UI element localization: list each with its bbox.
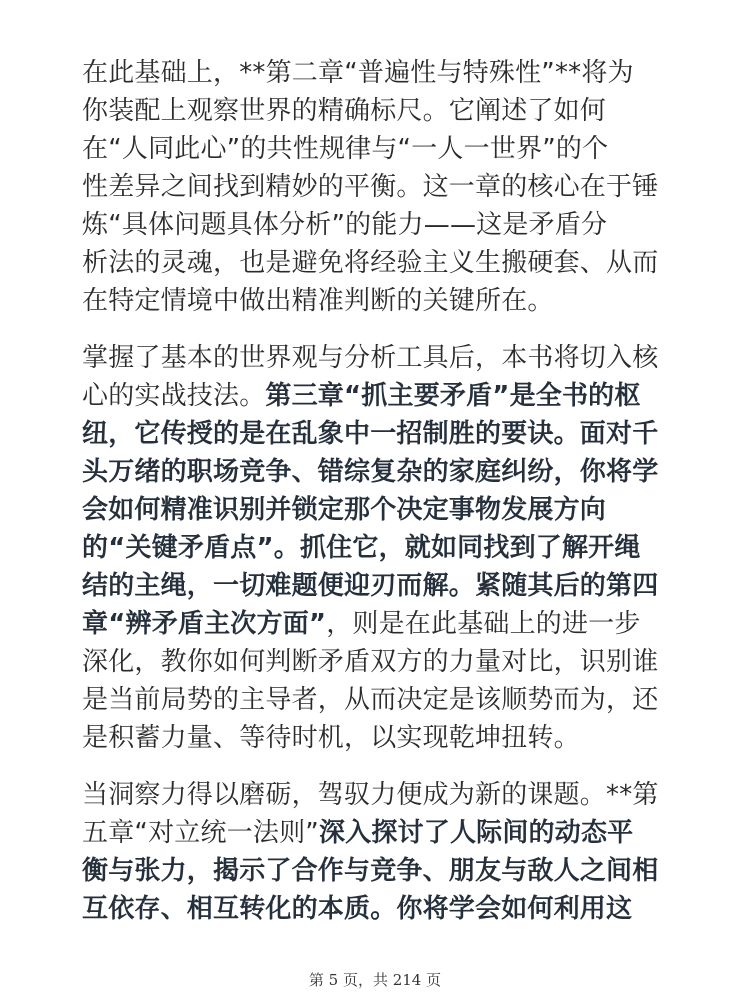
text-line — [82, 681, 682, 719]
text-line — [82, 415, 682, 453]
bold-text: 结的主绳，一切难题便迎刃而解。紧随其后的第四 — [82, 571, 659, 601]
page-body — [82, 54, 682, 947]
bold-text: 的“关键矛盾点”。抓住它，就如同找到了解开绳 — [82, 533, 641, 563]
text-line — [82, 244, 682, 282]
text-line — [82, 54, 682, 92]
text-line — [82, 529, 682, 567]
body-text: ，则是在此基础上的进一步 — [326, 609, 641, 639]
bold-text: 深入探讨了人际间的动态平 — [318, 818, 634, 848]
bold-text: 衡与张力，揭示了合作与竞争、朋友与敌人之间相 — [82, 856, 659, 886]
text-line — [82, 605, 682, 643]
text-line — [82, 206, 682, 244]
text-line — [82, 92, 682, 130]
text-line — [82, 852, 682, 890]
body-text: 心的实战技法。 — [82, 381, 266, 411]
body-text: 炼“具体问题具体分析”的能力——这是矛盾分 — [82, 210, 608, 240]
body-text: 你装配上观察世界的精确标尺。它阐述了如何 — [82, 96, 607, 126]
body-text: 在特定情境中做出精准判断的关键所在。 — [82, 286, 554, 316]
text-line — [82, 643, 682, 681]
page-footer: 第 5 页，共 214 页 — [308, 971, 442, 989]
paragraph — [82, 339, 682, 757]
body-text: 掌握了基本的世界观与分析工具后，本书将切入核 — [82, 343, 659, 373]
body-text: 在此基础上，**第二章“普遍性与特殊性”**将为 — [82, 58, 634, 88]
body-text: 是当前局势的主导者，从而决定是该顺势而为，还 — [82, 685, 659, 715]
body-text: 五章“对立统一法则” — [82, 818, 319, 848]
bold-text: 纽，它传授的是在乱象中一招制胜的要诀。面对千 — [82, 419, 659, 449]
bold-text: 互依存、相互转化的本质。你将学会如何利用这 — [82, 894, 633, 924]
body-text: 是积蓄力量、等待时机，以实现乾坤扭转。 — [82, 723, 580, 753]
text-line — [82, 377, 682, 415]
text-line — [82, 814, 682, 852]
bold-text: 会如何精准识别并锁定那个决定事物发展方向 — [82, 495, 607, 525]
text-line — [82, 168, 682, 206]
bold-text: 头万绪的职场竞争、错综复杂的家庭纠纷，你将学 — [82, 457, 659, 487]
text-line — [82, 282, 682, 320]
body-text: 析法的灵魂，也是避免将经验主义生搬硬套、从而 — [82, 248, 659, 278]
paragraph — [82, 776, 682, 928]
body-text: 性差异之间找到精妙的平衡。这一章的核心在于锤 — [82, 172, 659, 202]
text-line — [82, 567, 682, 605]
text-line — [82, 719, 682, 757]
body-text: 当洞察力得以磨砺，驾驭力便成为新的课题。**第 — [82, 780, 659, 810]
paragraph — [82, 54, 682, 320]
text-line — [82, 776, 682, 814]
body-text: 在“人同此心”的共性规律与“一人一世界”的个 — [82, 134, 609, 164]
text-line — [82, 890, 682, 928]
text-line — [82, 453, 682, 491]
text-line — [82, 130, 682, 168]
bold-text: 章“辨矛盾主次方面” — [82, 609, 327, 639]
text-line — [82, 339, 682, 377]
bold-text: 第三章“抓主要矛盾”是全书的枢 — [265, 381, 641, 411]
body-text: 深化，教你如何判断矛盾双方的力量对比，识别谁 — [82, 647, 659, 677]
text-line — [82, 491, 682, 529]
